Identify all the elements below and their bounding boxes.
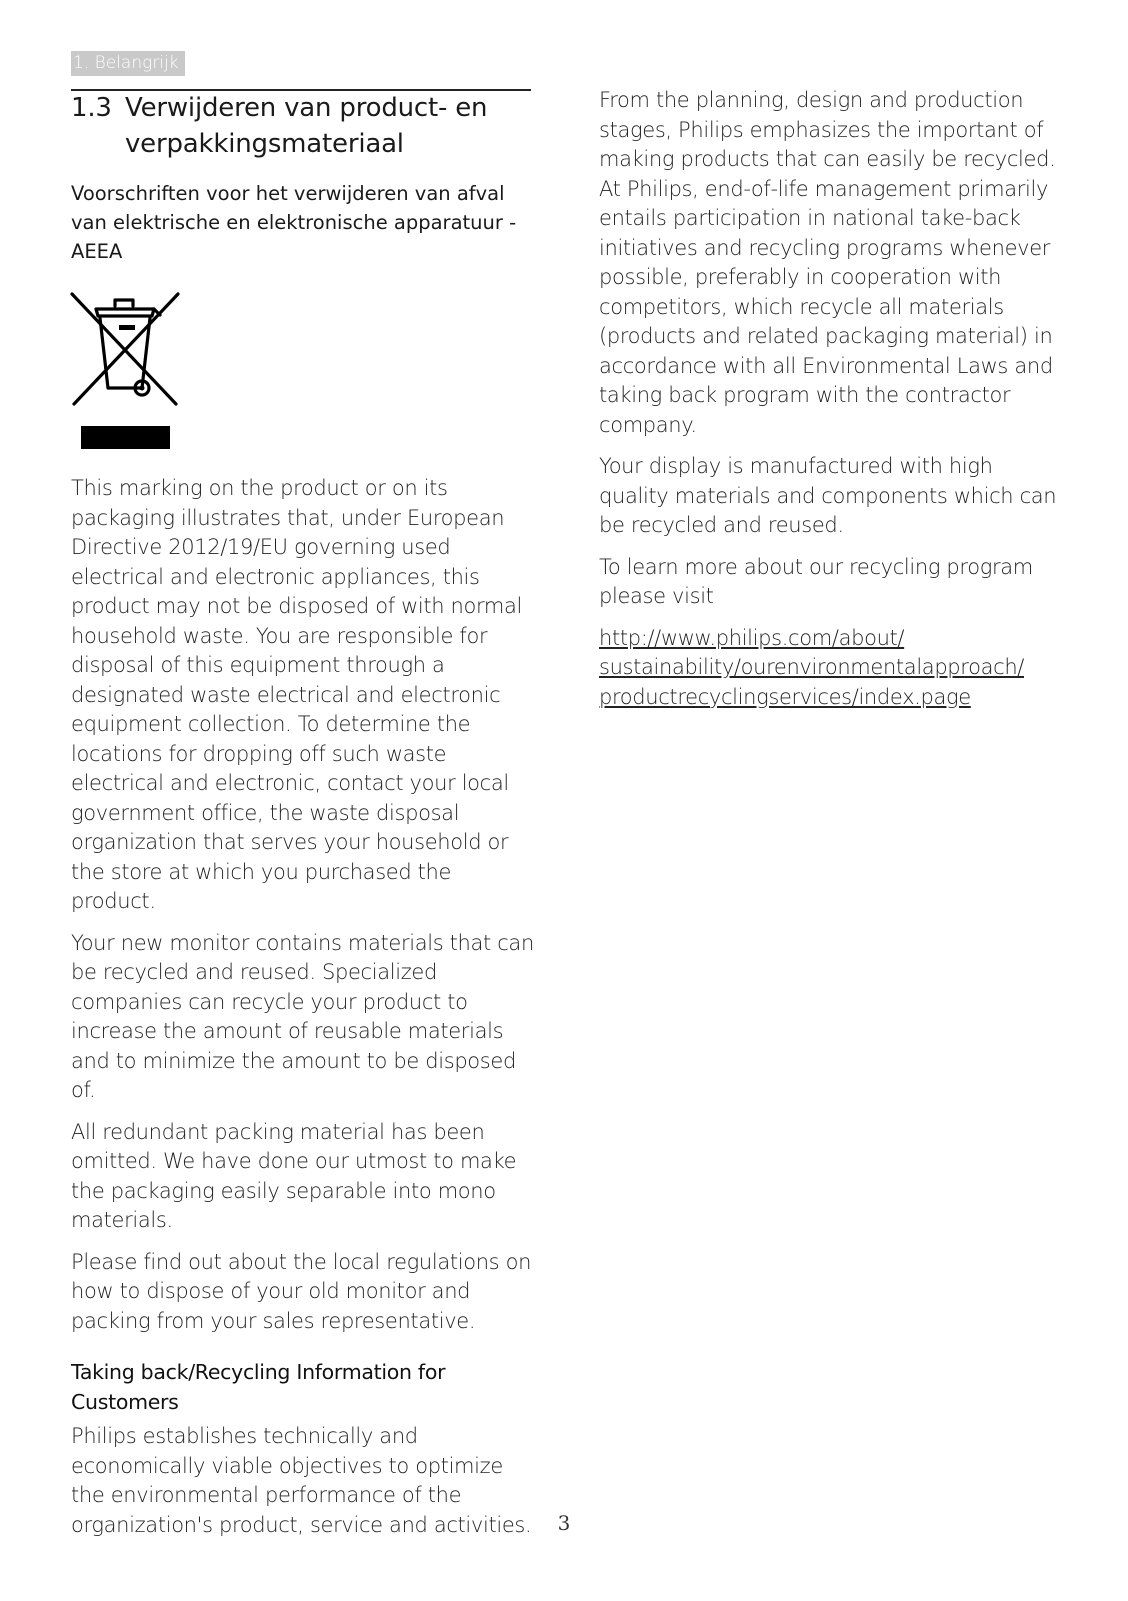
crossed-out-wheelie-bin-icon	[70, 292, 180, 462]
paragraph: From the planning, design and production stages, Philips emphasizes the important of making products that can easily be recycled. At Philips, end-of-life management primarily entails participation in national take-back initiatives and recycling programs whenever possible, preferably in cooperation with competitors, which recycle all materials (products and related packaging material) in accordance with all Environmental Laws and taking back program with the contractor company.	[599, 88, 1056, 437]
paragraph: Please find out about the local regulations on how to dispose of your old monitor and packing from your sales representative.	[71, 1249, 532, 1333]
paragraph: Your new monitor contains materials that can be recycled and reused. Specialized companies can recycle your product to increase the amount of reusable materials and to minimize the amount to be disposed of.	[71, 930, 534, 1102]
chapter-tab: 1. Belangrijk	[71, 51, 185, 76]
link-line[interactable]: sustainability/ourenvironmentalapproach/	[599, 655, 1025, 679]
right-column	[599, 86, 1064, 712]
weee-subheading: Voorschriften voor het verwijderen van afval van elektrische en elektronische apparatuur - AEEA	[71, 182, 517, 263]
section-title-text: Verwijderen van product- en verpakkingsmateriaal	[125, 93, 488, 159]
left-column	[71, 474, 541, 1552]
link-line[interactable]: productrecyclingservices/index.page	[599, 684, 971, 709]
paragraph: Philips establishes technically and economically viable objectives to optimize the environmental performance of the organization's product, service and activities.	[71, 1424, 532, 1537]
paragraph: Your display is manufactured with high quality materials and components which can be recycled and reused.	[599, 454, 1057, 537]
section-number: 1.3	[71, 93, 112, 123]
link-line[interactable]: http://www.philips.com/about/	[599, 625, 905, 650]
page-number: 3	[557, 1511, 571, 1535]
recycling-heading: Taking back/Recycling Information for Customers	[71, 1360, 446, 1414]
paragraph: This marking on the product or on its packaging illustrates that, under European Directive 2012/19/EU governing used electrical and electronic appliances, this product may not be disposed of with normal household waste. You are responsible for disposal of this equipment through a designated waste electrical and electronic equipment collection. To determine the locations for dropping off such waste electrical and electronic, contact your local government office, the waste disposal organization that serves your household or the store at which you purchased the product.	[71, 476, 523, 913]
paragraph: To learn more about our recycling program please visit	[599, 554, 1033, 608]
recycling-program-link[interactable]	[599, 624, 1064, 713]
section-title	[71, 90, 531, 162]
paragraph: All redundant packing material has been omitted. We have done our utmost to make the packaging easily separable into mono materials.	[71, 1119, 517, 1232]
symbol-black-bar	[81, 426, 170, 449]
